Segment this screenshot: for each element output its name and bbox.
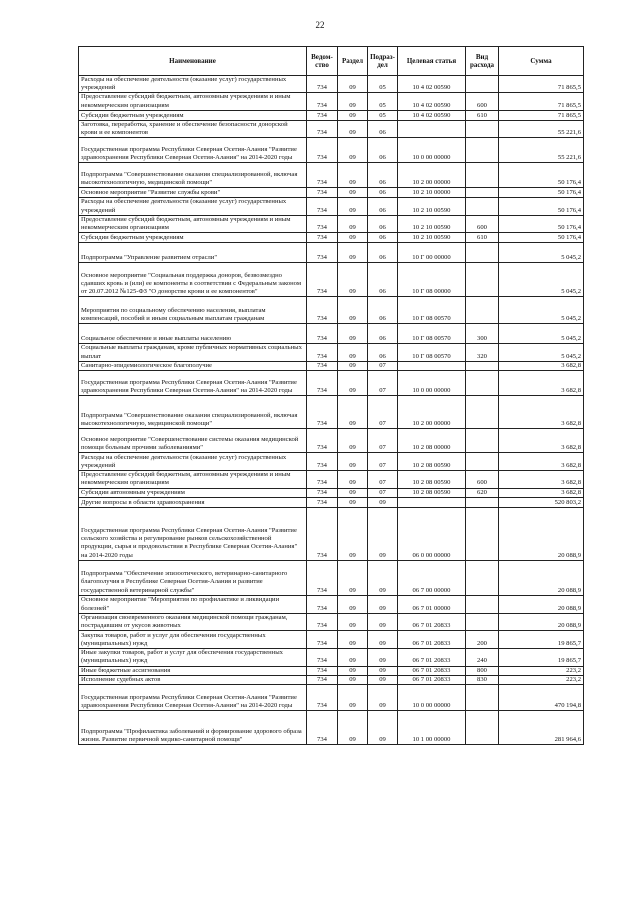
- row-subsection-cell: 07: [368, 453, 398, 471]
- row-department-cell: 734: [307, 138, 338, 163]
- row-expense-type-cell: 240: [466, 649, 499, 666]
- row-department-cell: 734: [307, 188, 338, 198]
- row-name-cell: Субсидии автономным учреждениям: [79, 488, 307, 497]
- row-amount-cell: 20 088,9: [499, 595, 584, 613]
- table-row: [79, 243, 584, 263]
- row-department-cell: 734: [307, 371, 338, 396]
- table-row: [79, 110, 584, 120]
- row-target-article-cell: 10 Г 08 00570: [398, 344, 466, 361]
- row-expense-type-cell: [466, 711, 499, 745]
- row-name-cell: Заготовка, переработка, хранение и обеспечение безопасности донорской крови и ее компонентов: [79, 120, 307, 137]
- row-section-cell: 09: [338, 507, 368, 560]
- row-amount-cell: 223,2: [499, 675, 584, 684]
- row-section-cell: 09: [338, 396, 368, 429]
- row-target-article-cell: 10 2 10 00590: [398, 198, 466, 215]
- row-name-cell: Основное мероприятие "Социальная поддержка доноров, безвозмездно сдавших кровь и (или) ее компоненты в соответствии с Федеральным законом от 20.07.2012 №125-ФЗ "О донорстве крови и ее компонентов": [79, 263, 307, 297]
- row-subsection-cell: 09: [368, 685, 398, 711]
- row-department-cell: 734: [307, 215, 338, 232]
- row-name-cell: Предоставление субсидий бюджетным, автономным учреждениям и иным некоммерческим организациям: [79, 93, 307, 110]
- row-expense-type-cell: [466, 685, 499, 711]
- row-expense-type-cell: [466, 507, 499, 560]
- table-row: [79, 595, 584, 613]
- row-expense-type-cell: 610: [466, 110, 499, 120]
- row-name-cell: Субсидии бюджетным учреждениям: [79, 110, 307, 120]
- row-department-cell: 734: [307, 675, 338, 684]
- row-target-article-cell: 06 7 01 00000: [398, 595, 466, 613]
- row-section-cell: 09: [338, 497, 368, 507]
- row-subsection-cell: 09: [368, 675, 398, 684]
- header-target-article: Целевая статья: [398, 47, 466, 76]
- header-section: Раздел: [338, 47, 368, 76]
- row-department-cell: 734: [307, 471, 338, 488]
- header-name: Наименование: [79, 47, 307, 76]
- table-body: [79, 76, 584, 745]
- table-header-row: [79, 47, 584, 76]
- row-target-article-cell: 06 7 01 20833: [398, 675, 466, 684]
- row-department-cell: 734: [307, 560, 338, 595]
- row-target-article-cell: [398, 497, 466, 507]
- row-target-article-cell: 06 0 00 00000: [398, 507, 466, 560]
- row-amount-cell: 3 682,8: [499, 361, 584, 370]
- row-target-article-cell: 10 4 02 00590: [398, 93, 466, 110]
- row-name-cell: Предоставление субсидий бюджетным, автономным учреждениям и иным некоммерческим организациям: [79, 471, 307, 488]
- row-expense-type-cell: [466, 361, 499, 370]
- row-expense-type-cell: [466, 188, 499, 198]
- row-expense-type-cell: [466, 497, 499, 507]
- row-section-cell: 09: [338, 344, 368, 361]
- row-expense-type-cell: [466, 76, 499, 93]
- row-expense-type-cell: [466, 198, 499, 215]
- row-section-cell: 09: [338, 297, 368, 324]
- row-subsection-cell: 07: [368, 429, 398, 453]
- row-expense-type-cell: [466, 163, 499, 188]
- row-amount-cell: 50 176,4: [499, 198, 584, 215]
- row-name-cell: Государственная программа Республики Северная Осетия-Алания "Развитие здравоохранения Республики Северная Осетия-Алания" на 2014-2020 годы: [79, 685, 307, 711]
- row-amount-cell: 50 176,4: [499, 233, 584, 243]
- row-department-cell: 734: [307, 649, 338, 666]
- table-row: [79, 497, 584, 507]
- row-target-article-cell: 10 0 00 00000: [398, 371, 466, 396]
- row-department-cell: 734: [307, 198, 338, 215]
- row-amount-cell: 3 682,8: [499, 453, 584, 471]
- table-row: [79, 138, 584, 163]
- table-row: [79, 711, 584, 745]
- row-amount-cell: 71 865,5: [499, 76, 584, 93]
- row-expense-type-cell: 600: [466, 471, 499, 488]
- table-row: [79, 429, 584, 453]
- row-expense-type-cell: 610: [466, 233, 499, 243]
- header-subsection: Подраз-дел: [368, 47, 398, 76]
- row-amount-cell: 520 803,2: [499, 497, 584, 507]
- table-row: [79, 685, 584, 711]
- header-expense-type: Вид расхода: [466, 47, 499, 76]
- row-section-cell: 09: [338, 110, 368, 120]
- row-section-cell: 09: [338, 188, 368, 198]
- row-amount-cell: 55 221,6: [499, 138, 584, 163]
- row-name-cell: Государственная программа Республики Северная Осетия-Алания "Развитие здравоохранения Республики Северная Осетия-Алания" на 2014-2020 годы: [79, 138, 307, 163]
- row-name-cell: Основное мероприятие "Развитие службы крови": [79, 188, 307, 198]
- row-name-cell: Основное мероприятие "Совершенствование системы оказания медицинской помощи больным прочими заболеваниями": [79, 429, 307, 453]
- row-section-cell: 09: [338, 324, 368, 344]
- row-department-cell: 734: [307, 396, 338, 429]
- row-section-cell: 09: [338, 560, 368, 595]
- row-expense-type-cell: 200: [466, 631, 499, 649]
- row-expense-type-cell: [466, 371, 499, 396]
- row-section-cell: 09: [338, 93, 368, 110]
- row-expense-type-cell: [466, 263, 499, 297]
- row-expense-type-cell: [466, 613, 499, 630]
- row-subsection-cell: 09: [368, 613, 398, 630]
- row-subsection-cell: 09: [368, 631, 398, 649]
- row-name-cell: Исполнение судебных актов: [79, 675, 307, 684]
- row-name-cell: Расходы на обеспечение деятельности (оказание услуг) государственных учреждений: [79, 198, 307, 215]
- row-name-cell: Иные бюджетные ассигнования: [79, 666, 307, 675]
- row-target-article-cell: 10 4 02 00590: [398, 110, 466, 120]
- table-row: [79, 361, 584, 370]
- row-section-cell: 09: [338, 76, 368, 93]
- row-department-cell: 734: [307, 685, 338, 711]
- table-row: [79, 666, 584, 675]
- row-subsection-cell: 09: [368, 595, 398, 613]
- row-subsection-cell: 09: [368, 711, 398, 745]
- row-section-cell: 09: [338, 666, 368, 675]
- table-row: [79, 344, 584, 361]
- row-expense-type-cell: 620: [466, 488, 499, 497]
- row-amount-cell: 470 194,8: [499, 685, 584, 711]
- row-department-cell: 734: [307, 243, 338, 263]
- row-name-cell: Расходы на обеспечение деятельности (оказание услуг) государственных учреждений: [79, 453, 307, 471]
- row-target-article-cell: 10 2 00 00000: [398, 396, 466, 429]
- row-department-cell: 734: [307, 110, 338, 120]
- row-section-cell: 09: [338, 453, 368, 471]
- row-amount-cell: 5 045,2: [499, 344, 584, 361]
- row-subsection-cell: 06: [368, 198, 398, 215]
- row-amount-cell: 5 045,2: [499, 263, 584, 297]
- row-subsection-cell: 06: [368, 138, 398, 163]
- row-department-cell: 734: [307, 233, 338, 243]
- row-target-article-cell: 10 Г 08 00570: [398, 297, 466, 324]
- row-department-cell: 734: [307, 507, 338, 560]
- row-section-cell: 09: [338, 138, 368, 163]
- row-section-cell: 09: [338, 371, 368, 396]
- row-subsection-cell: 06: [368, 324, 398, 344]
- row-amount-cell: 3 682,8: [499, 429, 584, 453]
- row-subsection-cell: 09: [368, 666, 398, 675]
- row-amount-cell: 55 221,6: [499, 120, 584, 137]
- row-name-cell: Другие вопросы в области здравоохранения: [79, 497, 307, 507]
- row-section-cell: 09: [338, 685, 368, 711]
- row-target-article-cell: 06 7 01 20833: [398, 666, 466, 675]
- page-number: 22: [315, 20, 325, 30]
- row-target-article-cell: 10 1 00 00000: [398, 711, 466, 745]
- row-target-article-cell: [398, 361, 466, 370]
- row-subsection-cell: 07: [368, 396, 398, 429]
- row-department-cell: 734: [307, 76, 338, 93]
- row-target-article-cell: 10 2 10 00590: [398, 233, 466, 243]
- row-subsection-cell: 05: [368, 76, 398, 93]
- row-amount-cell: 71 865,5: [499, 110, 584, 120]
- row-amount-cell: 20 088,9: [499, 507, 584, 560]
- row-department-cell: 734: [307, 163, 338, 188]
- row-subsection-cell: 06: [368, 215, 398, 232]
- row-subsection-cell: 06: [368, 243, 398, 263]
- row-name-cell: Расходы на обеспечение деятельности (оказание услуг) государственных учреждений: [79, 76, 307, 93]
- row-subsection-cell: 06: [368, 344, 398, 361]
- row-target-article-cell: 10 2 00 00000: [398, 163, 466, 188]
- row-amount-cell: 20 088,9: [499, 560, 584, 595]
- row-subsection-cell: 05: [368, 110, 398, 120]
- row-name-cell: Организация своевременного оказания медицинской помощи гражданам, пострадавшим от укусов животных: [79, 613, 307, 630]
- row-amount-cell: 5 045,2: [499, 297, 584, 324]
- table-row: [79, 613, 584, 630]
- table-row: [79, 324, 584, 344]
- row-name-cell: Санитарно-эпидемиологическое благополучие: [79, 361, 307, 370]
- table-row: [79, 453, 584, 471]
- table-row: [79, 215, 584, 232]
- row-amount-cell: 3 682,8: [499, 396, 584, 429]
- row-name-cell: Подпрограмма "Совершенствование оказания специализированной, включая высокотехнологичную, медицинской помощи": [79, 396, 307, 429]
- row-section-cell: 09: [338, 243, 368, 263]
- row-target-article-cell: 10 Г 00 00000: [398, 243, 466, 263]
- row-amount-cell: 5 045,2: [499, 324, 584, 344]
- row-subsection-cell: 07: [368, 371, 398, 396]
- row-expense-type-cell: 830: [466, 675, 499, 684]
- row-expense-type-cell: [466, 595, 499, 613]
- row-department-cell: 734: [307, 324, 338, 344]
- row-department-cell: 734: [307, 488, 338, 497]
- row-subsection-cell: 06: [368, 120, 398, 137]
- table-row: [79, 93, 584, 110]
- row-expense-type-cell: [466, 297, 499, 324]
- row-target-article-cell: 06 7 01 20833: [398, 631, 466, 649]
- row-target-article-cell: 10 2 10 00000: [398, 188, 466, 198]
- row-amount-cell: 19 865,7: [499, 631, 584, 649]
- row-amount-cell: 50 176,4: [499, 188, 584, 198]
- row-expense-type-cell: 800: [466, 666, 499, 675]
- table-row: [79, 488, 584, 497]
- row-name-cell: Подпрограмма "Совершенствование оказания специализированной, включая высокотехнологичную, медицинской помощи": [79, 163, 307, 188]
- row-name-cell: Иные закупки товаров, работ и услуг для обеспечения государственных (муниципальных) нужд: [79, 649, 307, 666]
- row-amount-cell: 3 682,8: [499, 471, 584, 488]
- table-row: [79, 120, 584, 137]
- row-target-article-cell: 06 7 01 20833: [398, 613, 466, 630]
- row-department-cell: 734: [307, 263, 338, 297]
- row-target-article-cell: 10 0 00 00000: [398, 685, 466, 711]
- row-section-cell: 09: [338, 263, 368, 297]
- row-target-article-cell: 10 2 08 00590: [398, 471, 466, 488]
- row-department-cell: 734: [307, 631, 338, 649]
- row-expense-type-cell: 300: [466, 324, 499, 344]
- table-row: [79, 507, 584, 560]
- row-amount-cell: 50 176,4: [499, 215, 584, 232]
- row-subsection-cell: 06: [368, 263, 398, 297]
- table-row: [79, 471, 584, 488]
- row-name-cell: Подпрограмма "Профилактика заболеваний и формирование здорового образа жизни. Развитие первичной медико-санитарной помощи": [79, 711, 307, 745]
- row-name-cell: Подпрограмма "Обеспечение эпизоотического, ветеринарно-санитарного благополучия в Республике Северная Осетия-Алания и развитие государственной ветеринарной службы": [79, 560, 307, 595]
- header-amount: Сумма: [499, 47, 584, 76]
- row-amount-cell: 223,2: [499, 666, 584, 675]
- row-section-cell: 09: [338, 675, 368, 684]
- budget-table: [78, 46, 584, 745]
- row-amount-cell: 71 865,5: [499, 93, 584, 110]
- table-row: [79, 675, 584, 684]
- row-section-cell: 09: [338, 361, 368, 370]
- row-department-cell: 734: [307, 429, 338, 453]
- row-target-article-cell: 10 Г 08 00000: [398, 263, 466, 297]
- row-expense-type-cell: [466, 396, 499, 429]
- row-subsection-cell: 07: [368, 488, 398, 497]
- row-department-cell: 734: [307, 711, 338, 745]
- row-section-cell: 09: [338, 595, 368, 613]
- header-department: Ведом-ство: [307, 47, 338, 76]
- row-section-cell: 09: [338, 471, 368, 488]
- row-department-cell: 734: [307, 120, 338, 137]
- row-section-cell: 09: [338, 120, 368, 137]
- table-row: [79, 198, 584, 215]
- row-name-cell: Социальное обеспечение и иные выплаты населению: [79, 324, 307, 344]
- row-department-cell: 734: [307, 613, 338, 630]
- row-section-cell: 09: [338, 163, 368, 188]
- row-expense-type-cell: [466, 429, 499, 453]
- row-department-cell: 734: [307, 297, 338, 324]
- table-row: [79, 560, 584, 595]
- table-row: [79, 76, 584, 93]
- table-row: [79, 631, 584, 649]
- row-section-cell: 09: [338, 488, 368, 497]
- row-amount-cell: 3 682,8: [499, 371, 584, 396]
- row-name-cell: Подпрограмма "Управление развитием отрасли": [79, 243, 307, 263]
- row-section-cell: 09: [338, 631, 368, 649]
- row-section-cell: 09: [338, 233, 368, 243]
- row-name-cell: Государственная программа Республики Северная Осетия-Алания "Развитие здравоохранения Республики Северная Осетия-Алания" на 2014-2020 годы: [79, 371, 307, 396]
- row-target-article-cell: 06 7 01 20833: [398, 649, 466, 666]
- row-subsection-cell: 06: [368, 163, 398, 188]
- row-department-cell: 734: [307, 666, 338, 675]
- row-amount-cell: 5 045,2: [499, 243, 584, 263]
- table-row: [79, 233, 584, 243]
- row-subsection-cell: 06: [368, 233, 398, 243]
- row-department-cell: 734: [307, 595, 338, 613]
- row-target-article-cell: 10 Г 08 00570: [398, 324, 466, 344]
- row-expense-type-cell: [466, 120, 499, 137]
- row-section-cell: 09: [338, 649, 368, 666]
- row-subsection-cell: 06: [368, 297, 398, 324]
- row-expense-type-cell: 320: [466, 344, 499, 361]
- row-name-cell: Закупка товаров, работ и услуг для обеспечения государственных (муниципальных) нужд: [79, 631, 307, 649]
- row-expense-type-cell: [466, 243, 499, 263]
- table-row: [79, 371, 584, 396]
- row-target-article-cell: 10 2 10 00590: [398, 215, 466, 232]
- row-section-cell: 09: [338, 429, 368, 453]
- row-target-article-cell: [398, 120, 466, 137]
- row-section-cell: 09: [338, 215, 368, 232]
- row-name-cell: Социальные выплаты гражданам, кроме публичных нормативных социальных выплат: [79, 344, 307, 361]
- row-target-article-cell: 10 4 02 00590: [398, 76, 466, 93]
- row-expense-type-cell: 600: [466, 93, 499, 110]
- row-department-cell: 734: [307, 344, 338, 361]
- row-target-article-cell: 06 7 00 00000: [398, 560, 466, 595]
- row-subsection-cell: 09: [368, 507, 398, 560]
- row-name-cell: Мероприятия по социальному обеспечению населения, выплатам компенсаций, пособий и иным социальным выплатам гражданам: [79, 297, 307, 324]
- row-target-article-cell: 10 2 08 00590: [398, 453, 466, 471]
- row-department-cell: 734: [307, 497, 338, 507]
- row-subsection-cell: 05: [368, 93, 398, 110]
- row-expense-type-cell: [466, 560, 499, 595]
- table-row: [79, 188, 584, 198]
- table-row: [79, 649, 584, 666]
- row-amount-cell: 20 088,9: [499, 613, 584, 630]
- row-expense-type-cell: [466, 138, 499, 163]
- row-section-cell: 09: [338, 711, 368, 745]
- row-subsection-cell: 07: [368, 361, 398, 370]
- row-name-cell: Основное мероприятие "Мероприятия по профилактике и ликвидации болезней": [79, 595, 307, 613]
- row-subsection-cell: 09: [368, 497, 398, 507]
- row-section-cell: 09: [338, 613, 368, 630]
- row-section-cell: 09: [338, 198, 368, 215]
- row-expense-type-cell: [466, 453, 499, 471]
- row-amount-cell: 19 865,7: [499, 649, 584, 666]
- table-row: [79, 263, 584, 297]
- table-row: [79, 297, 584, 324]
- row-subsection-cell: 09: [368, 649, 398, 666]
- row-subsection-cell: 09: [368, 560, 398, 595]
- row-department-cell: 734: [307, 93, 338, 110]
- row-subsection-cell: 06: [368, 188, 398, 198]
- row-name-cell: Государственная программа Республики Северная Осетия-Алания "Развитие сельского хозяйства и регулирование рынков сельскохозяйственной продукции, сырья и продовольствия в Республике Северная Осетия-Алания" на 2014-2020 годы: [79, 507, 307, 560]
- table-row: [79, 396, 584, 429]
- row-amount-cell: 50 176,4: [499, 163, 584, 188]
- row-target-article-cell: 10 2 08 00590: [398, 488, 466, 497]
- row-department-cell: 734: [307, 453, 338, 471]
- row-department-cell: 734: [307, 361, 338, 370]
- table-row: [79, 163, 584, 188]
- row-amount-cell: 3 682,8: [499, 488, 584, 497]
- row-name-cell: Субсидии бюджетным учреждениям: [79, 233, 307, 243]
- row-target-article-cell: 10 0 00 00000: [398, 138, 466, 163]
- row-subsection-cell: 07: [368, 471, 398, 488]
- row-amount-cell: 281 964,6: [499, 711, 584, 745]
- row-target-article-cell: 10 2 08 00000: [398, 429, 466, 453]
- row-name-cell: Предоставление субсидий бюджетным, автономным учреждениям и иным некоммерческим организациям: [79, 215, 307, 232]
- row-expense-type-cell: 600: [466, 215, 499, 232]
